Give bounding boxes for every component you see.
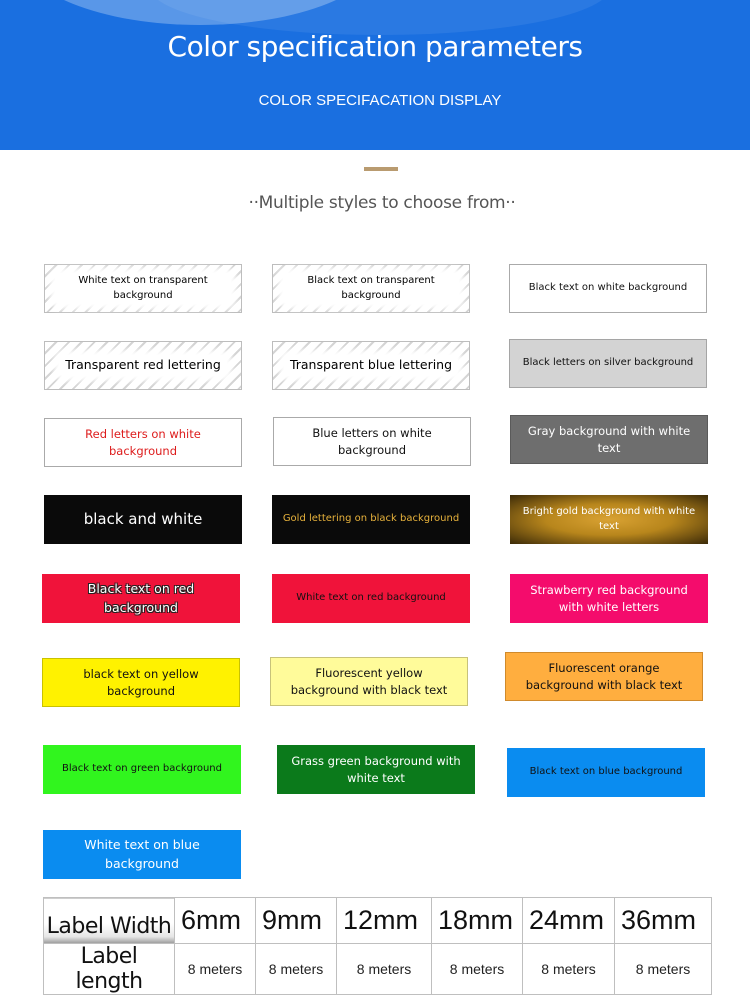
swatch-label: White text on blue background bbox=[84, 837, 200, 871]
swatch-label: White text on red background bbox=[296, 592, 446, 604]
swatch-label: Grass green background with white text bbox=[291, 753, 461, 785]
swatch-transparent-blue bbox=[272, 341, 470, 390]
swatch-gold-on-black bbox=[272, 495, 470, 544]
swatch-label: Transparent red lettering bbox=[59, 355, 227, 375]
swatch-black-on-red bbox=[42, 574, 240, 623]
swatch-black-on-white bbox=[509, 264, 707, 313]
swatch-black-and-white bbox=[44, 495, 242, 544]
swatch-label: Black text on white background bbox=[528, 282, 688, 294]
swatch-label: Gold lettering on black background bbox=[282, 513, 460, 525]
swatch-black-on-yellow bbox=[42, 658, 240, 707]
swatch-label: Black letters on silver background bbox=[522, 357, 694, 369]
spec-table bbox=[43, 897, 712, 995]
length-header: Label length bbox=[44, 944, 175, 995]
swatch-transparent-red bbox=[44, 341, 242, 390]
swatch-white-on-transparent bbox=[44, 264, 242, 313]
section-title: ··Multiple styles to choose from·· bbox=[248, 193, 516, 213]
swatch-white-on-red bbox=[272, 574, 470, 623]
swatch-grass-green bbox=[277, 745, 475, 794]
width-cell: 12mm bbox=[337, 898, 432, 944]
width-cell: 9mm bbox=[256, 898, 337, 944]
swatch-gray-white bbox=[510, 415, 708, 464]
swatch-label: Fluorescent orange background with black text bbox=[525, 660, 683, 692]
length-cell: 8 meters bbox=[175, 944, 256, 995]
swatch-fluorescent-orange bbox=[505, 652, 703, 701]
page-subtitle: COLOR SPECIFACATION DISPLAY bbox=[258, 92, 502, 109]
swatch-label: Red letters on white background bbox=[85, 426, 201, 458]
length-cell: 8 meters bbox=[523, 944, 615, 995]
swatch-label: Black text on blue background bbox=[529, 766, 683, 778]
swatch-bright-gold-white bbox=[510, 495, 708, 544]
swatch-label: Black text on green background bbox=[62, 763, 222, 775]
page-title: Color specification parameters bbox=[167, 30, 583, 63]
length-cell: 8 meters bbox=[337, 944, 432, 995]
swatch-label: Strawberry red background with white letters bbox=[530, 582, 688, 614]
swatch-label: black and white bbox=[83, 509, 203, 528]
width-cell: 36mm bbox=[615, 898, 712, 944]
swatch-black-on-silver bbox=[509, 339, 707, 388]
swatch-white-on-blue bbox=[43, 830, 241, 879]
swatch-label: Transparent blue lettering bbox=[284, 355, 458, 375]
swatch-label: Black text on transparent background bbox=[283, 273, 459, 304]
width-cell: 18mm bbox=[432, 898, 523, 944]
swatch-red-on-white bbox=[44, 418, 242, 467]
width-header: Label Width bbox=[44, 898, 175, 944]
swatch-black-on-green bbox=[43, 745, 241, 794]
length-cell: 8 meters bbox=[256, 944, 337, 995]
gold-divider bbox=[364, 167, 398, 171]
length-row bbox=[44, 944, 712, 995]
length-cell: 8 meters bbox=[432, 944, 523, 995]
swatch-label: Black text on red background bbox=[87, 581, 195, 615]
swatch-label: Blue letters on white background bbox=[312, 425, 432, 457]
width-cell: 24mm bbox=[523, 898, 615, 944]
swatch-label: Bright gold background with white text bbox=[522, 506, 696, 532]
swatch-blue-on-white bbox=[273, 417, 471, 466]
swatch-label: Fluorescent yellow background with black text bbox=[290, 665, 448, 697]
swatch-black-on-blue bbox=[507, 748, 705, 797]
swatch-label: black text on yellow background bbox=[83, 666, 199, 698]
swatch-fluorescent-yellow bbox=[270, 657, 468, 706]
swatch-label: White text on transparent background bbox=[55, 273, 231, 304]
header-banner bbox=[0, 0, 750, 150]
length-cell: 8 meters bbox=[615, 944, 712, 995]
swatch-black-on-transparent bbox=[272, 264, 470, 313]
width-cell: 6mm bbox=[175, 898, 256, 944]
swatch-strawberry-red bbox=[510, 574, 708, 623]
swatch-label: Gray background with white text bbox=[527, 423, 691, 455]
width-row bbox=[44, 898, 712, 944]
